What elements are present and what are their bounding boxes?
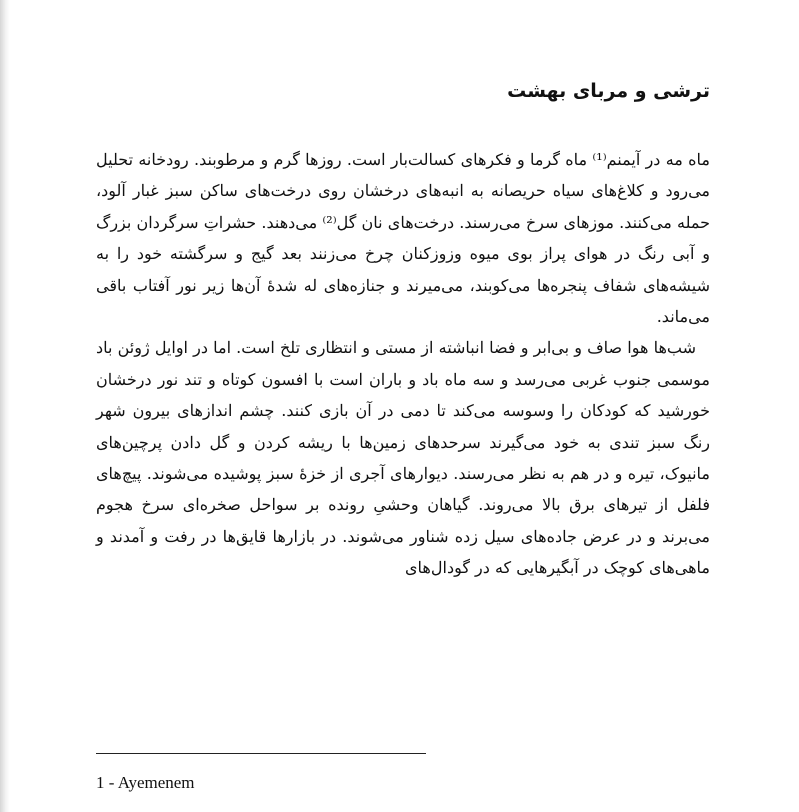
chapter-heading: ترشی و مربای بهشت [507,80,710,102]
paragraph-1: ماه مه در آیمنم⁽¹⁾ ماه گرما و فکرهای کسالت‌بار است. روزها گرم و مرطوبند. رودخانه تحلیل می‌رود و کلاغ‌های سیاه حریصانه به انبه‌های درخشان روی درخت‌های ساکن سبز غبار آلود، حمله می‌کنند. موزهای سرخ می‌رسند. درخت‌های نان گل⁽²⁾ می‌دهند. حشراتِ سرگردان بزرگ و آبی رنگ در هوای پراز بوی میوه وزوزکنان چرخ می‌زنند بعد گیج و سرگشته خود را به شیشه‌های شفاف پنجره‌ها می‌کوبند، می‌میرند و جنازه‌های له شدهٔ آن‌ها زیر نور آفتاب باقی می‌ماند. [96,150,711,327]
paragraph-2: شب‌ها هوا صاف و بی‌ابر و فضا انباشته از مستی و انتظاری تلخ است. اما در اوایل ژوئن باد موسمی جنوب غربی می‌رسد و سه ماه باد و باران است با افسون کوتاه و تند نور درخشان خورشید که کودکان را وسوسه می‌کند تا دمی در آن بازی کنند. چشم اندازهای بیرون شهر رنگ سبز تندی به خود می‌گیرند سرحدهای زمین‌ها با ریشه کردن و گل دادن پرچین‌های مانیوک، تیره و در هم به نظر می‌رسند. دیوارهای آجری از خزهٔ سبز پوشیده می‌شوند. پیچ‌های فلفل از تیرهای برق بالا می‌روند. گیاهان وحشیِ رونده بر سواحل صخره‌ای سرخ هجوم می‌برند و در عرض جاده‌های سیل زده شناور می‌شوند. در بازارها قایق‌ها در رفت و آمدند و ماهی‌های کوچک در آبگیرهایی که در گودال‌های [96,338,711,578]
page-gutter-shadow [0,0,10,812]
footnote-divider [96,753,426,754]
book-page [96,0,710,812]
body-text [96,144,710,584]
footnote: 1 - Ayemenem [96,773,195,792]
